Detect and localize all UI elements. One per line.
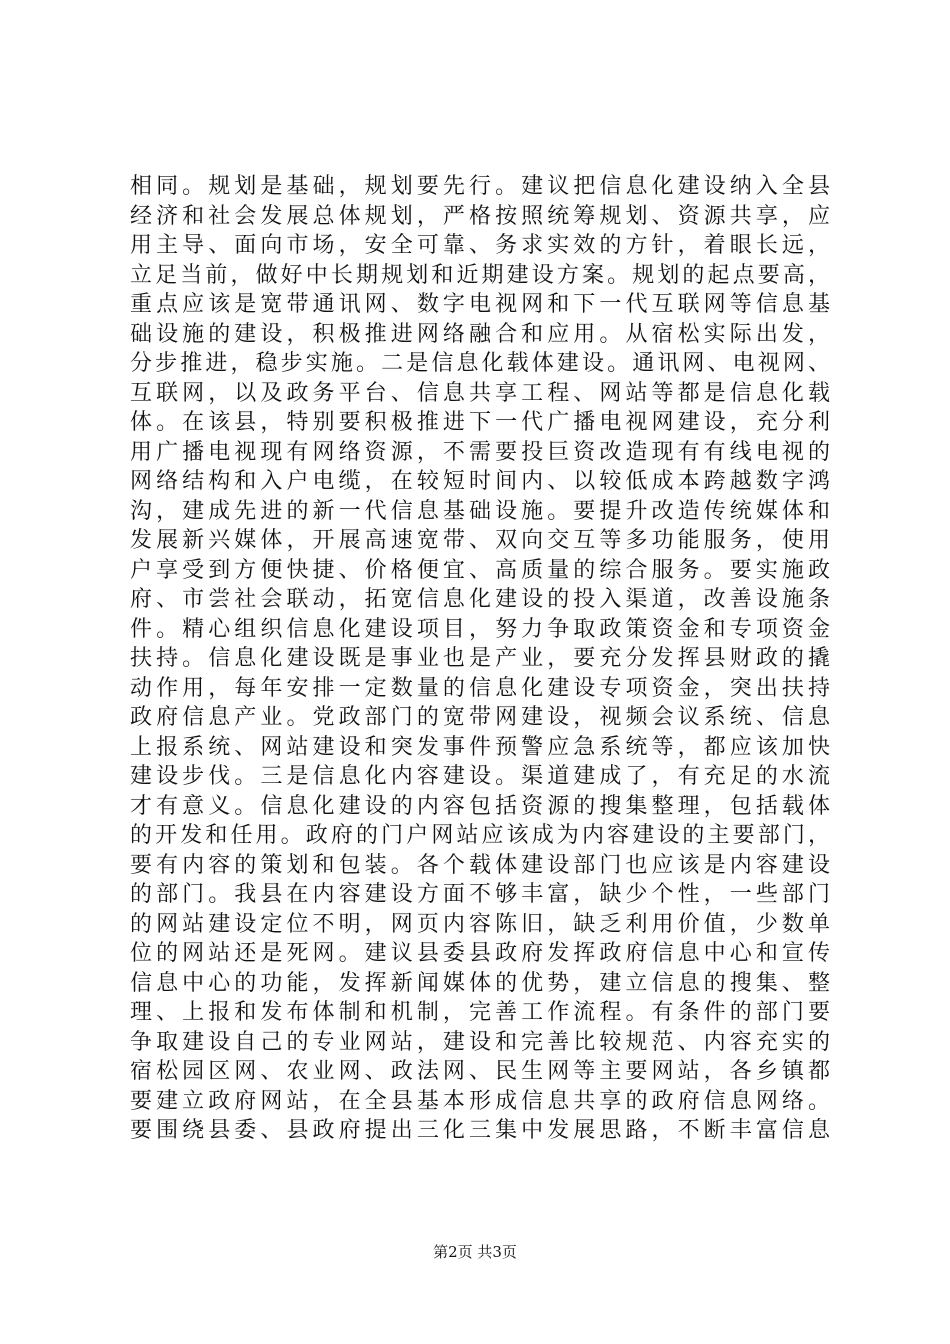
body-text-line: 相同。规划是基础，规划要先行。建议把信息化建设纳入全县	[130, 174, 830, 199]
body-text-line: 扶持。信息化建设既是事业也是产业，要充分发挥县财政的撬	[130, 646, 830, 671]
body-text-line: 府、市尝社会联动，拓宽信息化建设的投入渠道，改善设施条	[130, 587, 830, 612]
body-text-line: 的网站建设定位不明，网页内容陈旧，缺乏利用价值，少数单	[130, 911, 830, 937]
body-text-line: 建设步伐。三是信息化内容建设。渠道建成了，有充足的水流	[130, 764, 830, 789]
body-text-line: 理、上报和发布体制和机制，完善工作流程。有条件的部门要	[130, 1000, 830, 1025]
body-text-line: 础设施的建设，积极推进网络融合和应用。从宿松实际出发，	[130, 321, 830, 347]
body-text-line: 立足当前，做好中长期规划和近期建设方案。规划的起点要高，	[130, 262, 830, 288]
body-text-line: 才有意义。信息化建设的内容包括资源的搜集整理，包括载体	[130, 793, 830, 819]
body-text-line: 的开发和任用。政府的门户网站应该成为内容建设的主要部门，	[130, 823, 830, 848]
body-text-line: 经济和社会发展总体规划，严格按照统筹规划、资源共享，应	[130, 203, 830, 229]
body-text-line: 信息中心的功能，发挥新闻媒体的优势，建立信息的搜集、整	[130, 970, 830, 996]
body-text-line: 要围绕县委、县政府提出三化三集中发展思路，不断丰富信息	[130, 1118, 830, 1143]
body-text-line: 动作用，每年安排一定数量的信息化建设专项资金，突出扶持	[130, 675, 830, 701]
body-text-line: 位的网站还是死网。建议县委县政府发挥政府信息中心和宣传	[130, 941, 830, 966]
body-text-line: 用主导、面向市场，安全可靠、务求实效的方针，着眼长远，	[130, 233, 830, 258]
body-text	[130, 172, 830, 1146]
body-text-line: 用广播电视现有网络资源，不需要投巨资改造现有有线电视的	[130, 439, 830, 465]
body-text-line: 分步推进，稳步实施。二是信息化载体建设。通讯网、电视网、	[130, 351, 830, 376]
body-text-line: 政府信息产业。党政部门的宽带网建设，视频会议系统、信息	[130, 705, 830, 730]
page-number-footer: 第2页 共3页	[433, 1243, 517, 1261]
body-text-line: 网络结构和入户电缆，在较短时间内、以较低成本跨越数字鸿	[130, 469, 830, 494]
body-text-line: 宿松园区网、农业网、政法网、民生网等主要网站，各乡镇都	[130, 1059, 830, 1084]
body-text-line: 上报系统、网站建设和突发事件预警应急系统等，都应该加快	[130, 734, 830, 760]
body-text-line: 体。在该县，特别要积极推进下一代广播电视网建设，充分利	[130, 410, 830, 435]
body-text-line: 沟，建成先进的新一代信息基础设施。要提升改造传统媒体和	[130, 498, 830, 524]
body-text-line: 要有内容的策划和包装。各个载体建设部门也应该是内容建设	[130, 852, 830, 878]
body-text-line: 要建立政府网站，在全县基本形成信息共享的政府信息网络。	[130, 1088, 830, 1114]
body-text-line: 争取建设自己的专业网站，建设和完善比较规范、内容充实的	[130, 1029, 830, 1055]
body-text-line: 的部门。我县在内容建设方面不够丰富，缺少个性，一些部门	[130, 882, 830, 907]
body-text-line: 重点应该是宽带通讯网、数字电视网和下一代互联网等信息基	[130, 292, 830, 317]
body-text-line: 户享受到方便快捷、价格便宜、高质量的综合服务。要实施政	[130, 557, 830, 583]
body-text-line: 发展新兴媒体，开展高速宽带、双向交互等多功能服务，使用	[130, 528, 830, 553]
body-text-line: 件。精心组织信息化建设项目，努力争取政策资金和专项资金	[130, 616, 830, 642]
body-text-line: 互联网，以及政务平台、信息共享工程、网站等都是信息化载	[130, 380, 830, 406]
